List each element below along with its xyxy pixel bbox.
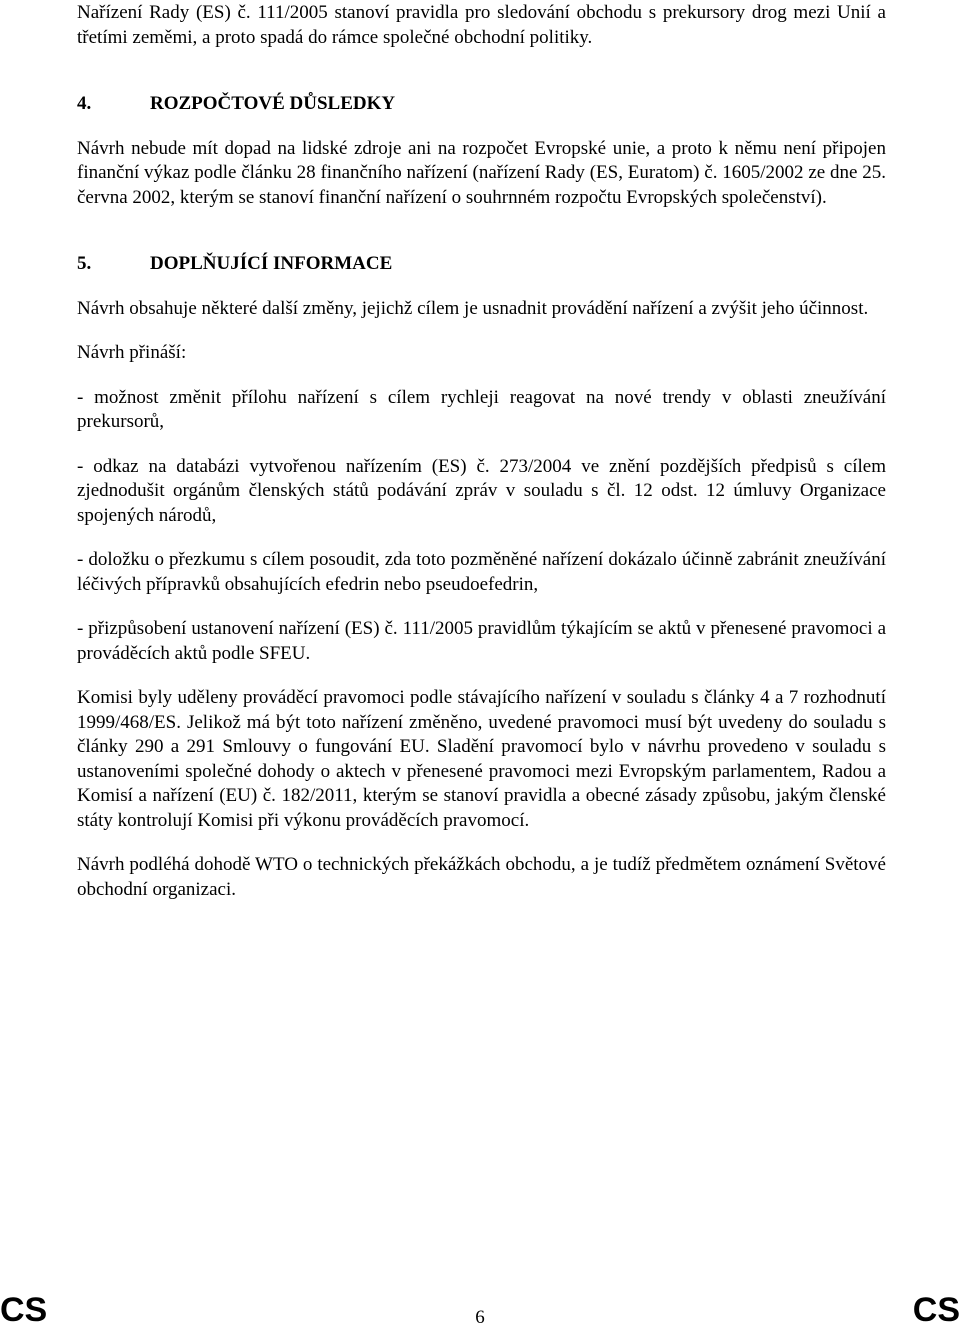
section-4-title: ROZPOČTOVÉ DŮSLEDKY: [150, 93, 396, 114]
section-5-paragraph: Návrh obsahuje některé další změny, jejichž cílem je usnadnit provádění nařízení a zvýšit jeho účinnost.: [77, 297, 869, 319]
language-code-left: CS: [0, 1291, 48, 1329]
section-5-title: DOPLŇUJÍCÍ INFORMACE: [150, 253, 393, 274]
list-item: - možnost změnit přílohu nařízení s cílem rychleji reagovat na nové trendy v oblasti zneužívání prekursorů,: [77, 386, 886, 432]
list-item: - přizpůsobení ustanovení nařízení (ES) č. 111/2005 pravidlům týkajícím se aktů v přenesené pravomoci a prováděcích aktů podle SFEU.: [77, 618, 886, 664]
page-footer: [0, 1290, 960, 1330]
powers-paragraph: Komisi byly uděleny prováděcí pravomoci podle stávajícího nařízení v souladu s články 4 a 7 rozhodnutí 1999/468/ES. Jelikož má být toto nařízení změněno, uvedené pravomoci musí být uvedeny do souladu s články 290 a 291 Smlouvy o fungování EU. Sladění pravomocí bylo v návrhu provedeno v souladu s ustanoveními společné dohody o aktech v přenesené pravomoci mezi Evropským parlamentem, Radou a Komisí a nařízení (EU) č. 182/2011, kterým se stanoví pravidla a obecné zásady způsobu, jakým členské státy kontrolují Komisi při výkonu prováděcích pravomocí.: [77, 687, 886, 831]
document-body: [77, 0, 886, 902]
brings-label: Návrh přináší:: [77, 342, 187, 363]
section-4-heading: [77, 92, 886, 117]
section-5-number: 5.: [77, 253, 92, 274]
language-code-right: CS: [912, 1291, 960, 1329]
intro-paragraph: Nařízení Rady (ES) č. 111/2005 stanoví pravidla pro sledování obchodu s prekursory drog mezi Unií a třetími zeměmi, a proto spadá do rámce společné obchodní politiky.: [77, 2, 886, 48]
wto-paragraph: Návrh podléhá dohodě WTO o technických překážkách obchodu, a je tudíž předmětem oznámení Světové obchodní organizaci.: [77, 854, 886, 900]
list-item: - doložku o přezkumu s cílem posoudit, zda toto pozměněné nařízení dokázalo účinně zabránit zneužívání léčivých přípravků obsahujících efedrin nebo pseudoefedrin,: [77, 549, 886, 595]
section-5-heading: [77, 252, 886, 277]
page-number: 6: [475, 1307, 485, 1328]
section-4-paragraph: Návrh nebude mít dopad na lidské zdroje ani na rozpočet Evropské unie, a proto k němu není připojen finanční výkaz podle článku 28 finančního nařízení (nařízení Rady (ES, Euratom) č. 1605/2002 ze dne 25. června 2002, kterým se stanoví finanční nařízení o souhrnném rozpočtu Evropských společenství).: [77, 137, 886, 208]
section-4-number: 4.: [77, 93, 92, 114]
list-item: - odkaz na databázi vytvořenou nařízením (ES) č. 273/2004 ve znění pozdějších předpisů s cílem zjednodušit orgánům členských států podávání zpráv v souladu s čl. 12 odst. 12 úmluvy Organizace spojených národů,: [77, 455, 886, 526]
